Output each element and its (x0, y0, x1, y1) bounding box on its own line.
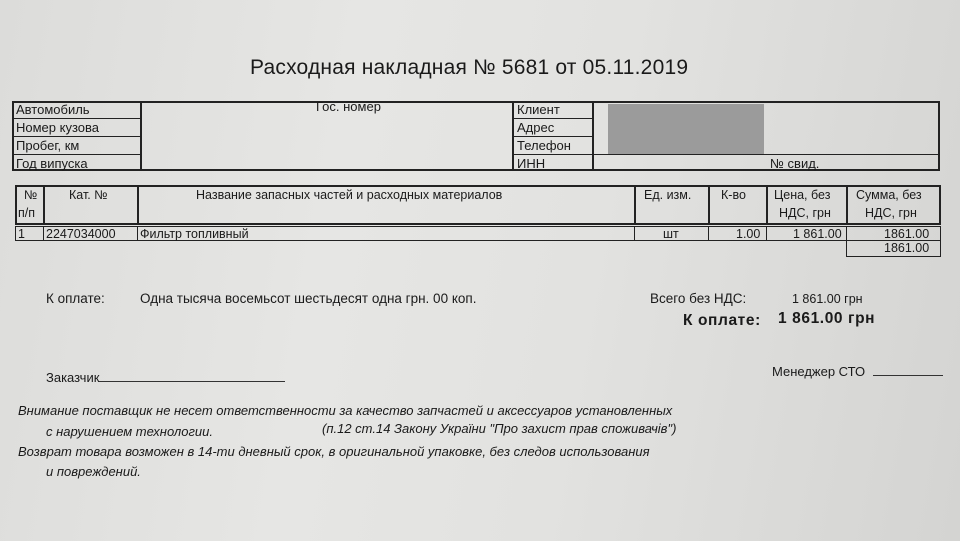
header-row-line (14, 136, 140, 137)
note-line-2b: (п.12 ст.14 Закону України "Про захист прав споживачів") (322, 421, 677, 436)
header-divider-1 (140, 101, 142, 171)
total-value: 1 861.00 грн (778, 310, 876, 327)
label-mileage: Пробег, км (16, 138, 80, 153)
label-phone: Телефон (517, 138, 571, 153)
th-sum-1: Сумма, без (856, 188, 922, 202)
note-line-2a: с нарушением технологии. (46, 424, 213, 439)
header-row-line (514, 154, 592, 155)
header-row-line (14, 154, 140, 155)
pay-label: К оплате: (46, 291, 105, 306)
note-line-3: Возврат товара возможен в 14-ти дневный срок, в оригинальной упаковке, без следов использования (18, 444, 650, 459)
th-cat: Кат. № (69, 188, 108, 202)
note-line-1: Внимание поставщик не несет ответственности за качество запчастей и аксессуаров установленных (18, 403, 673, 418)
th-num-2: п/п (18, 206, 36, 220)
customer-label: Заказчик (46, 370, 100, 385)
pay-words: Одна тысяча восемьсот шестьдесят одна грн. 00 коп. (140, 291, 477, 306)
row-cat: 2247034000 (46, 227, 116, 241)
th-sum-2: НДС, грн (865, 206, 917, 220)
table-total: 1861.00 (884, 241, 930, 255)
header-row-line (594, 154, 938, 155)
row-price: 1 861.00 (793, 227, 842, 241)
manager-label: Менеджер СТО (772, 364, 866, 379)
label-car: Автомобиль (16, 102, 90, 117)
label-plate: Гос. номер (316, 99, 381, 114)
label-client: Клиент (517, 102, 560, 117)
manager-signature (772, 363, 943, 379)
th-unit: Ед. изм. (644, 188, 692, 202)
label-certificate: № свид. (770, 156, 820, 171)
row-num: 1 (18, 227, 25, 241)
header-row-line (14, 118, 140, 119)
th-price-1: Цена, без (774, 188, 831, 202)
row-qty: 1.00 (736, 227, 761, 241)
label-year: Год випуска (16, 156, 88, 171)
header-row-line (514, 118, 592, 119)
row-sum: 1861.00 (884, 227, 930, 241)
th-num-1: № (24, 188, 38, 202)
header-row-line (514, 136, 592, 137)
th-qty: К-во (721, 188, 746, 202)
redacted-client-info (608, 104, 764, 154)
customer-signature (46, 369, 285, 385)
subtotal-label: Всего без НДС: (650, 291, 747, 306)
row-unit: шт (663, 227, 679, 241)
label-address: Адрес (517, 120, 555, 135)
note-line-4: и повреждений. (46, 464, 141, 479)
customer-signature-line (99, 369, 285, 382)
th-name: Название запасных частей и расходных материалов (196, 188, 503, 202)
th-price-2: НДС, грн (779, 206, 831, 220)
label-inn: ИНН (517, 156, 546, 171)
total-label: К оплате: (683, 312, 761, 329)
header-divider-3 (592, 101, 594, 171)
invoice-title: Расходная накладная № 5681 от 05.11.2019 (250, 56, 689, 79)
subtotal-value: 1 861.00 грн (792, 292, 863, 306)
row-name: Фильтр топливный (140, 227, 249, 241)
label-body-number: Номер кузова (16, 120, 99, 135)
manager-signature-line (873, 363, 943, 376)
